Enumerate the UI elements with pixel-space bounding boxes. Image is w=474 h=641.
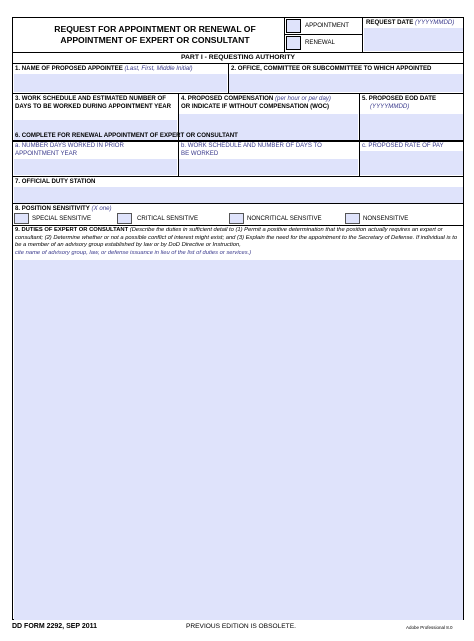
nonsensitive-label: NONSENSITIVE (363, 215, 409, 222)
request-date-label: REQUEST DATE (YYYYMMDD) (366, 19, 455, 26)
critical-sensitive-label: CRITICAL SENSITIVE (137, 215, 199, 222)
obsolete-notice: PREVIOUS EDITION IS OBSOLETE. (186, 623, 296, 630)
duty-station-field[interactable] (14, 187, 463, 203)
item9-label: 9. DUTIES OF EXPERT OR CONSULTANT (Describe the duties in sufficient detail to (1) Permit a positive determination that the position actually requires an expert or consultant; (2) Determine whether or not a possible conflict of interest might exist; and (3) Explain the need for the appointment to the Secretary of Defense. If individual is to be a member of an advisory group established by law or by DoD Directive or Instruction, cite name of advisory group, law, or defense issuance in lieu of the list of duties or services.) (15, 227, 458, 256)
noncritical-sensitive-checkbox[interactable] (229, 213, 244, 224)
item1-label: 1. NAME OF PROPOSED APPOINTEE (Last, First, Middle Initial) (15, 65, 193, 72)
renewal-checkbox[interactable] (286, 36, 301, 50)
item6b-label: b. WORK SCHEDULE AND NUMBER OF DAYS TO BE WORKED (181, 142, 322, 157)
renewal-label: RENEWAL (305, 39, 335, 46)
item7-label: 7. OFFICIAL DUTY STATION (15, 178, 96, 185)
special-sensitive-checkbox[interactable] (14, 213, 29, 224)
nonsensitive-checkbox[interactable] (345, 213, 360, 224)
duties-field[interactable] (14, 260, 463, 620)
item6c-label: c. PROPOSED RATE OF PAY (362, 142, 444, 149)
rate-of-pay-field[interactable] (360, 151, 463, 175)
appointee-name-field[interactable] (14, 74, 227, 92)
item5-label: 5. PROPOSED EOD DATE (YYYYMMDD) (362, 95, 437, 110)
prior-days-field[interactable] (14, 159, 177, 175)
appointment-label: APPOINTMENT (305, 22, 350, 29)
item2-label: 2. OFFICE, COMMITTEE OR SUBCOMMITTEE TO WHICH APPOINTED (231, 65, 432, 72)
form-border (12, 17, 464, 620)
item4-label: 4. PROPOSED COMPENSATION (per hour or per day) OR INDICATE IF WITHOUT COMPENSATION (WOC) (181, 95, 331, 110)
eod-date-field[interactable] (360, 114, 463, 140)
office-committee-field[interactable] (229, 74, 463, 92)
item3-label: 3. WORK SCHEDULE AND ESTIMATED NUMBER OF DAYS TO BE WORKED DURING APPOINTMENT YEAR (15, 95, 172, 110)
part1-title: PART I - REQUESTING AUTHORITY (180, 54, 296, 61)
critical-sensitive-checkbox[interactable] (117, 213, 132, 224)
renewal-schedule-field[interactable] (179, 159, 358, 175)
form-number: DD FORM 2292, SEP 2011 (12, 623, 98, 630)
noncritical-sensitive-label: NONCRITICAL SENSITIVE (247, 215, 322, 222)
request-date-field[interactable] (364, 28, 463, 51)
appointment-checkbox[interactable] (286, 19, 301, 33)
form-title: REQUEST FOR APPOINTMENT OR RENEWAL OF APPOINTMENT OF EXPERT OR CONSULTANT (54, 24, 256, 45)
item6a-label: a. NUMBER DAYS WORKED IN PRIOR APPOINTMENT YEAR (15, 142, 124, 157)
item6-title: 6. COMPLETE FOR RENEWAL APPOINTMENT OF EXPERT OR CONSULTANT (15, 132, 238, 139)
software-note: Adobe Professional 8.0 (406, 625, 453, 630)
item8-label: 8. POSITION SENSITIVITY (X one) (15, 205, 112, 212)
special-sensitive-label: SPECIAL SENSITIVE (32, 215, 92, 222)
